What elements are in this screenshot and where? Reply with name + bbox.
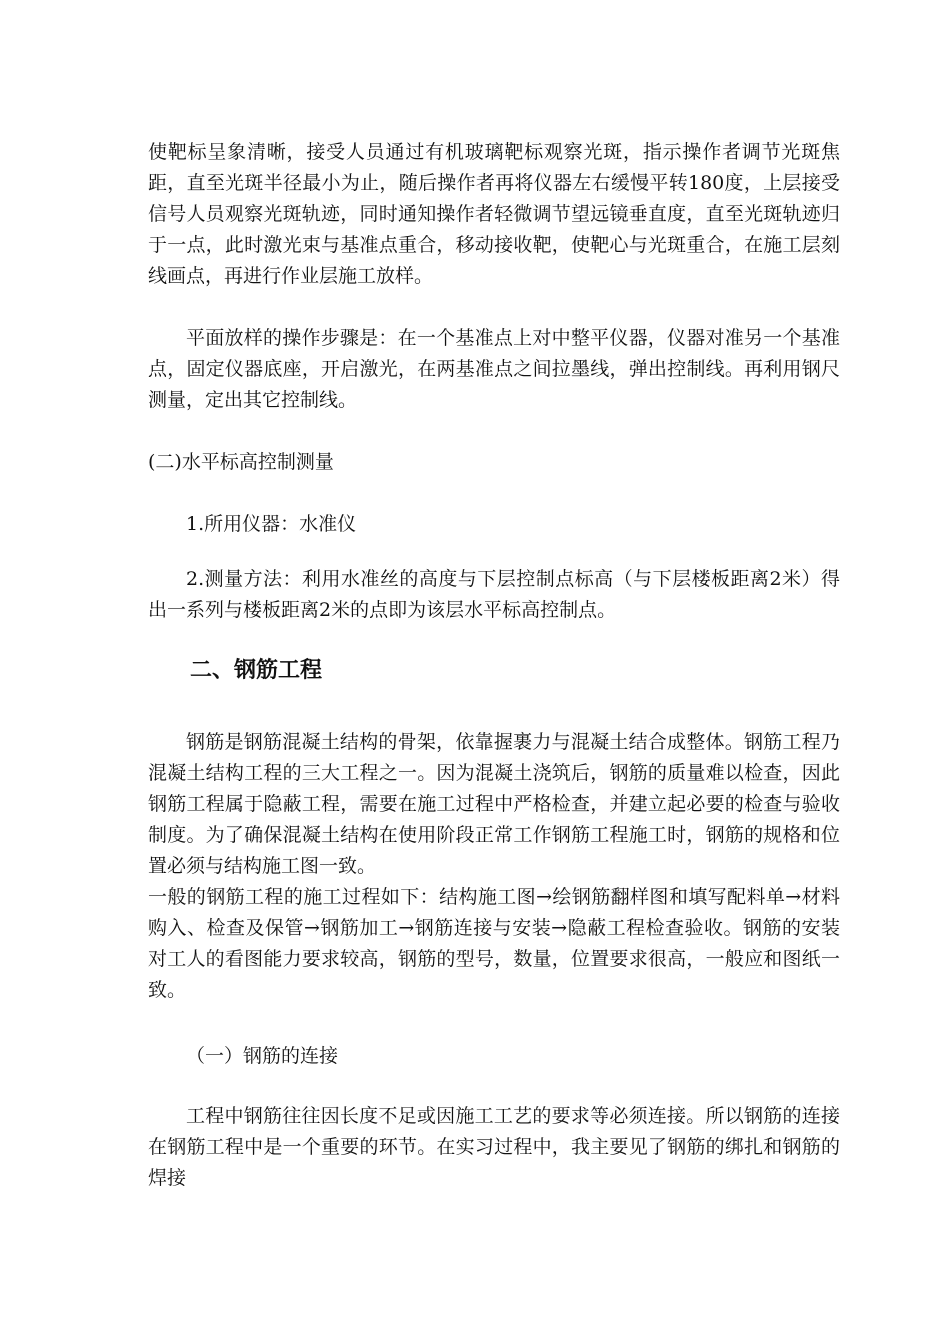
list-item-method: 2.测量方法：利用水准丝的高度与下层控制点标高（与下层楼板距离2米）得出一系列与楼板距离2米的点即为该层水平标高控制点。 xyxy=(148,568,840,621)
chapter-heading-rebar: 二、钢筋工程 xyxy=(190,658,323,683)
section-heading-level-control: (二)水平标高控制测量 xyxy=(148,451,334,473)
subsection-heading-rebar-connection: （一）钢筋的连接 xyxy=(186,1045,339,1067)
paragraph-rebar-intro: 钢筋是钢筋混凝土结构的骨架，依靠握裹力与混凝土结合成整体。钢筋工程乃混凝土结构工程的三大工程之一。因为混凝土浇筑后，钢筋的质量难以检查，因此钢筋工程属于隐蔽工程，需要在施工过程中严格检查，并建立起必要的检查与验收制度。为了确保混凝土结构在使用阶段正常工作钢筋工程施工时，钢筋的规格和位置必须与结构施工图一致。 xyxy=(148,731,840,877)
paragraph-plane-layout: 平面放样的操作步骤是：在一个基准点上对中整平仪器，仪器对准另一个基准点，固定仪器底座，开启激光，在两基准点之间拉墨线，弹出控制线。再利用钢尺测量，定出其它控制线。 xyxy=(148,327,840,411)
paragraph-rebar-connection: 工程中钢筋往往因长度不足或因施工工艺的要求等必须连接。所以钢筋的连接在钢筋工程中是一个重要的环节。在实习过程中，我主要见了钢筋的绑扎和钢筋的焊接 xyxy=(148,1105,840,1189)
paragraph-rebar-process: 一般的钢筋工程的施工过程如下：结构施工图→绘钢筋翻样图和填写配料单→材料购入、检查及保管→钢筋加工→钢筋连接与安装→隐蔽工程检查验收。钢筋的安装对工人的看图能力要求较高，钢筋的型号，数量，位置要求很高，一般应和图纸一致。 xyxy=(148,886,840,1001)
list-item-instrument: 1.所用仪器：水准仪 xyxy=(186,513,357,535)
paragraph-laser-calibration: 使靶标呈象清晰，接受人员通过有机玻璃靶标观察光斑，指示操作者调节光斑焦距，直至光斑半径最小为止，随后操作者再将仪器左右缓慢平转180度，上层接受信号人员观察光斑轨迹，同时通知操作者轻微调节望远镜垂直度，直至光斑轨迹归于一点，此时激光束与基准点重合，移动接收靶，使靶心与光斑重合，在施工层刻线画点，再进行作业层施工放样。 xyxy=(148,141,840,287)
